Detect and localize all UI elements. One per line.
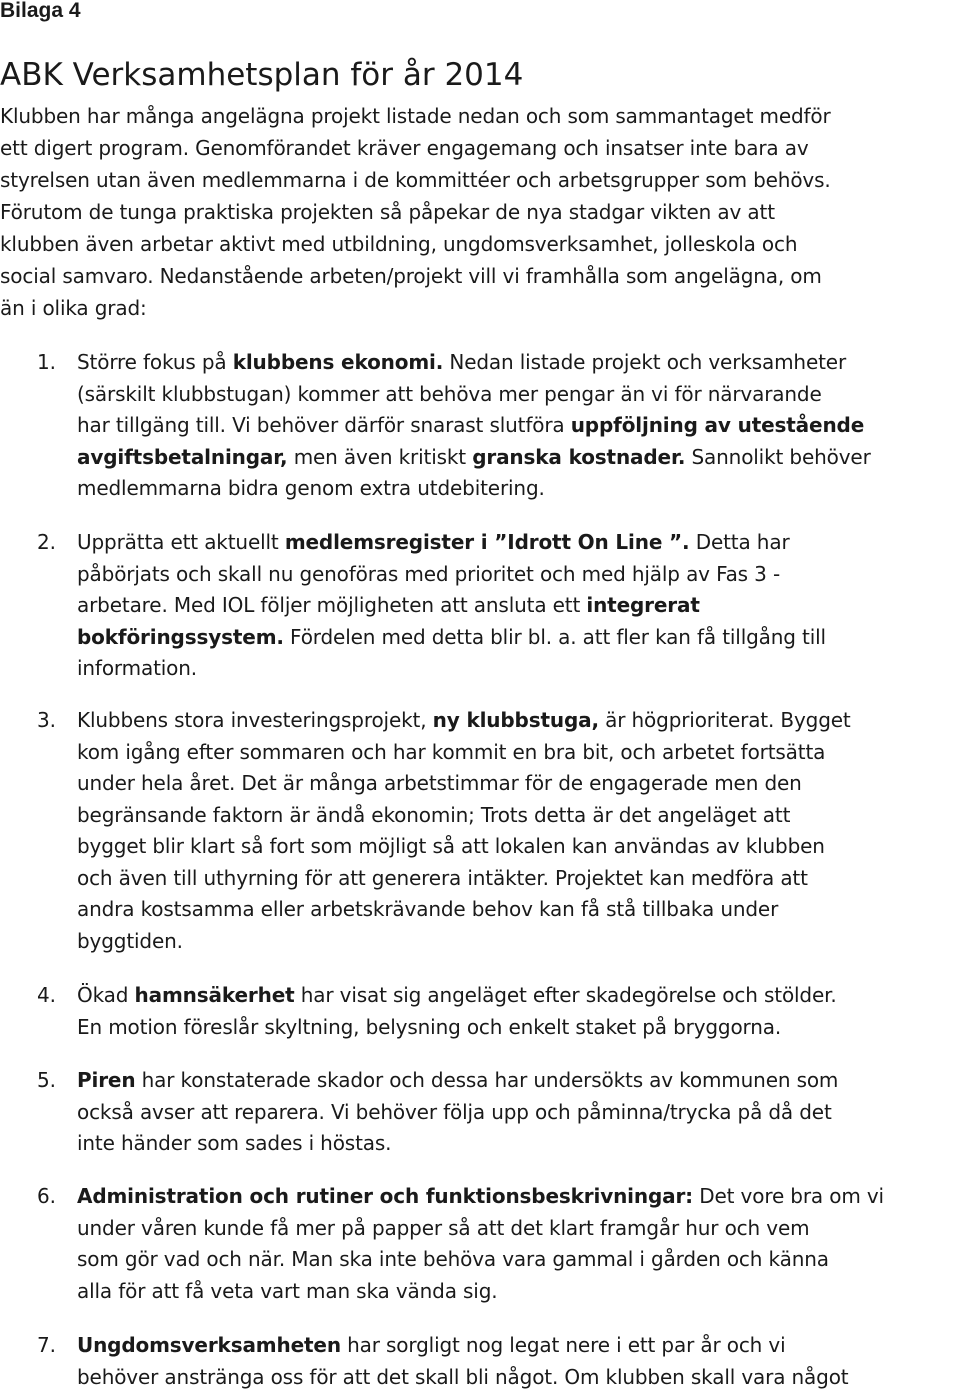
list-item-text [77,1181,960,1307]
intro-line: social samvaro. Nedanstående arbeten/projekt vill vi framhålla som angelägna, om [0,260,960,292]
list-item-line [77,347,960,379]
text-run: (särskilt klubbstugan) kommer att behöva mer pengar än vi för närvarande [77,382,822,406]
text-run: Nedan listade projekt och verksamheter [443,350,846,374]
list-item-text [77,347,960,505]
list-item-text [77,1330,960,1393]
list-item-line [77,1097,960,1129]
emphasized-text: Piren [77,1068,135,1092]
list-item-line [77,473,960,505]
text-run: Större fokus på [77,350,233,374]
list-item-text [77,980,960,1043]
appendix-label: Bilaga 4 [0,0,81,23]
intro-line: klubben även arbetar aktivt med utbildning, ungdomsverksamhet, jolleskola och [0,228,960,260]
text-run: arbetare. Med IOL följer möjligheten att ansluta ett [77,593,586,617]
list-item-line [77,768,960,800]
text-run: och även till uthyrning för att generera intäkter. Projektet kan medföra att [77,866,808,890]
list-item-line [77,863,960,895]
list-item-text [77,527,960,685]
emphasized-text: bokföringssystem. [77,625,284,649]
list-item-number: 3. [37,705,56,737]
list-item-line [77,1181,960,1213]
intro-line: Förutom de tunga praktiska projekten så påpekar de nya stadgar vikten av att [0,196,960,228]
text-run: medlemmarna bidra genom extra utdebitering. [77,476,545,500]
emphasized-text: medlemsregister i ”Idrott On Line ”. [285,530,690,554]
list-item-number: 1. [37,347,56,379]
emphasized-text: klubbens ekonomi. [233,350,444,374]
text-run: har tillgäng till. Vi behöver därför snarast slutföra [77,413,571,437]
intro-line: än i olika grad: [0,292,960,324]
list-item-line [77,442,960,474]
text-run: Fördelen med detta blir bl. a. att fler kan få tillgång till [284,625,826,649]
list-item-line [77,1213,960,1245]
text-run: Sannolikt behöver [685,445,870,469]
list-item-line [77,379,960,411]
text-run: byggtiden. [77,929,183,953]
text-run: har sorgligt nog legat nere i ett par år och vi [341,1333,786,1357]
emphasized-text: uppföljning av utestående [571,413,864,437]
text-run: begränsande faktorn är ändå ekonomin; Trots detta är det angeläget att [77,803,790,827]
list-item-line [77,1330,960,1362]
text-run: också avser att reparera. Vi behöver följa upp och påminna/trycka på då det [77,1100,832,1124]
list-item-number: 4. [37,980,56,1012]
emphasized-text: granska kostnader. [472,445,685,469]
list-item-line [77,800,960,832]
list-item-line [77,590,960,622]
intro-paragraph [0,100,960,324]
list-item-line [77,1362,960,1393]
text-run: behöver anstränga oss för att det skall bli något. Om klubben skall vara något [77,1365,848,1389]
list-item-line [77,1065,960,1097]
emphasized-text: integrerat [586,593,699,617]
text-run: En motion föreslår skyltning, belysning och enkelt staket på bryggorna. [77,1015,781,1039]
list-item-line [77,980,960,1012]
list-item-line [77,410,960,442]
text-run: under hela året. Det är många arbetstimmar för de engagerade men den [77,771,802,795]
list-item-line [77,926,960,958]
emphasized-text: avgiftsbetalningar, [77,445,287,469]
list-item-number: 2. [37,527,56,559]
list-item-text [77,705,960,957]
list-item-line [77,1012,960,1044]
list-item-number: 5. [37,1065,56,1097]
intro-line: ett digert program. Genomförandet kräver engagemang och insatser inte bara av [0,132,960,164]
list-item-line [77,831,960,863]
list-item-line [77,737,960,769]
list-item-line [77,705,960,737]
list-item-line [77,1244,960,1276]
text-run: Detta har [690,530,790,554]
emphasized-text: hamnsäkerhet [135,983,295,1007]
list-item-number: 6. [37,1181,56,1213]
text-run: kom igång efter sommaren och har kommit en bra bit, och arbetet fortsätta [77,740,825,764]
intro-line: styrelsen utan även medlemmarna i de kommittéer och arbetsgrupper som behövs. [0,164,960,196]
text-run: är högprioriterat. Bygget [599,708,851,732]
text-run: Upprätta ett aktuellt [77,530,285,554]
text-run: men även kritiskt [287,445,472,469]
list-item-number: 7. [37,1330,56,1362]
emphasized-text: Administration och rutiner och funktionsbeskrivningar: [77,1184,693,1208]
intro-line: Klubben har många angelägna projekt listade nedan och som sammantaget medför [0,100,960,132]
text-run: som gör vad och när. Man ska inte behöva vara gammal i gården och känna [77,1247,829,1271]
emphasized-text: Ungdomsverksamheten [77,1333,341,1357]
text-run: under våren kunde få mer på papper så att det klart framgår hur och vem [77,1216,809,1240]
text-run: alla för att få veta vart man ska vända sig. [77,1279,497,1303]
list-item-line [77,653,960,685]
list-item-line [77,559,960,591]
list-item-line [77,1276,960,1308]
text-run: Ökad [77,983,135,1007]
text-run: inte händer som sades i höstas. [77,1131,391,1155]
list-item-line [77,1128,960,1160]
document-title: ABK Verksamhetsplan för år 2014 [0,54,523,96]
list-item-line [77,622,960,654]
text-run: bygget blir klart så fort som möjligt så att lokalen kan användas av klubben [77,834,825,858]
list-item-line [77,894,960,926]
list-item-line [77,527,960,559]
list-item-text [77,1065,960,1160]
emphasized-text: ny klubbstuga, [433,708,599,732]
text-run: andra kostsamma eller arbetskrävande behov kan få stå tillbaka under [77,897,778,921]
text-run: har konstaterade skador och dessa har undersökts av kommunen som [135,1068,838,1092]
text-run: Det vore bra om vi [693,1184,884,1208]
text-run: har visat sig angeläget efter skadegörelse och stölder. [295,983,837,1007]
text-run: Klubbens stora investeringsprojekt, [77,708,433,732]
text-run: påbörjats och skall nu genoföras med prioritet och med hjälp av Fas 3 - [77,562,780,586]
text-run: information. [77,656,197,680]
